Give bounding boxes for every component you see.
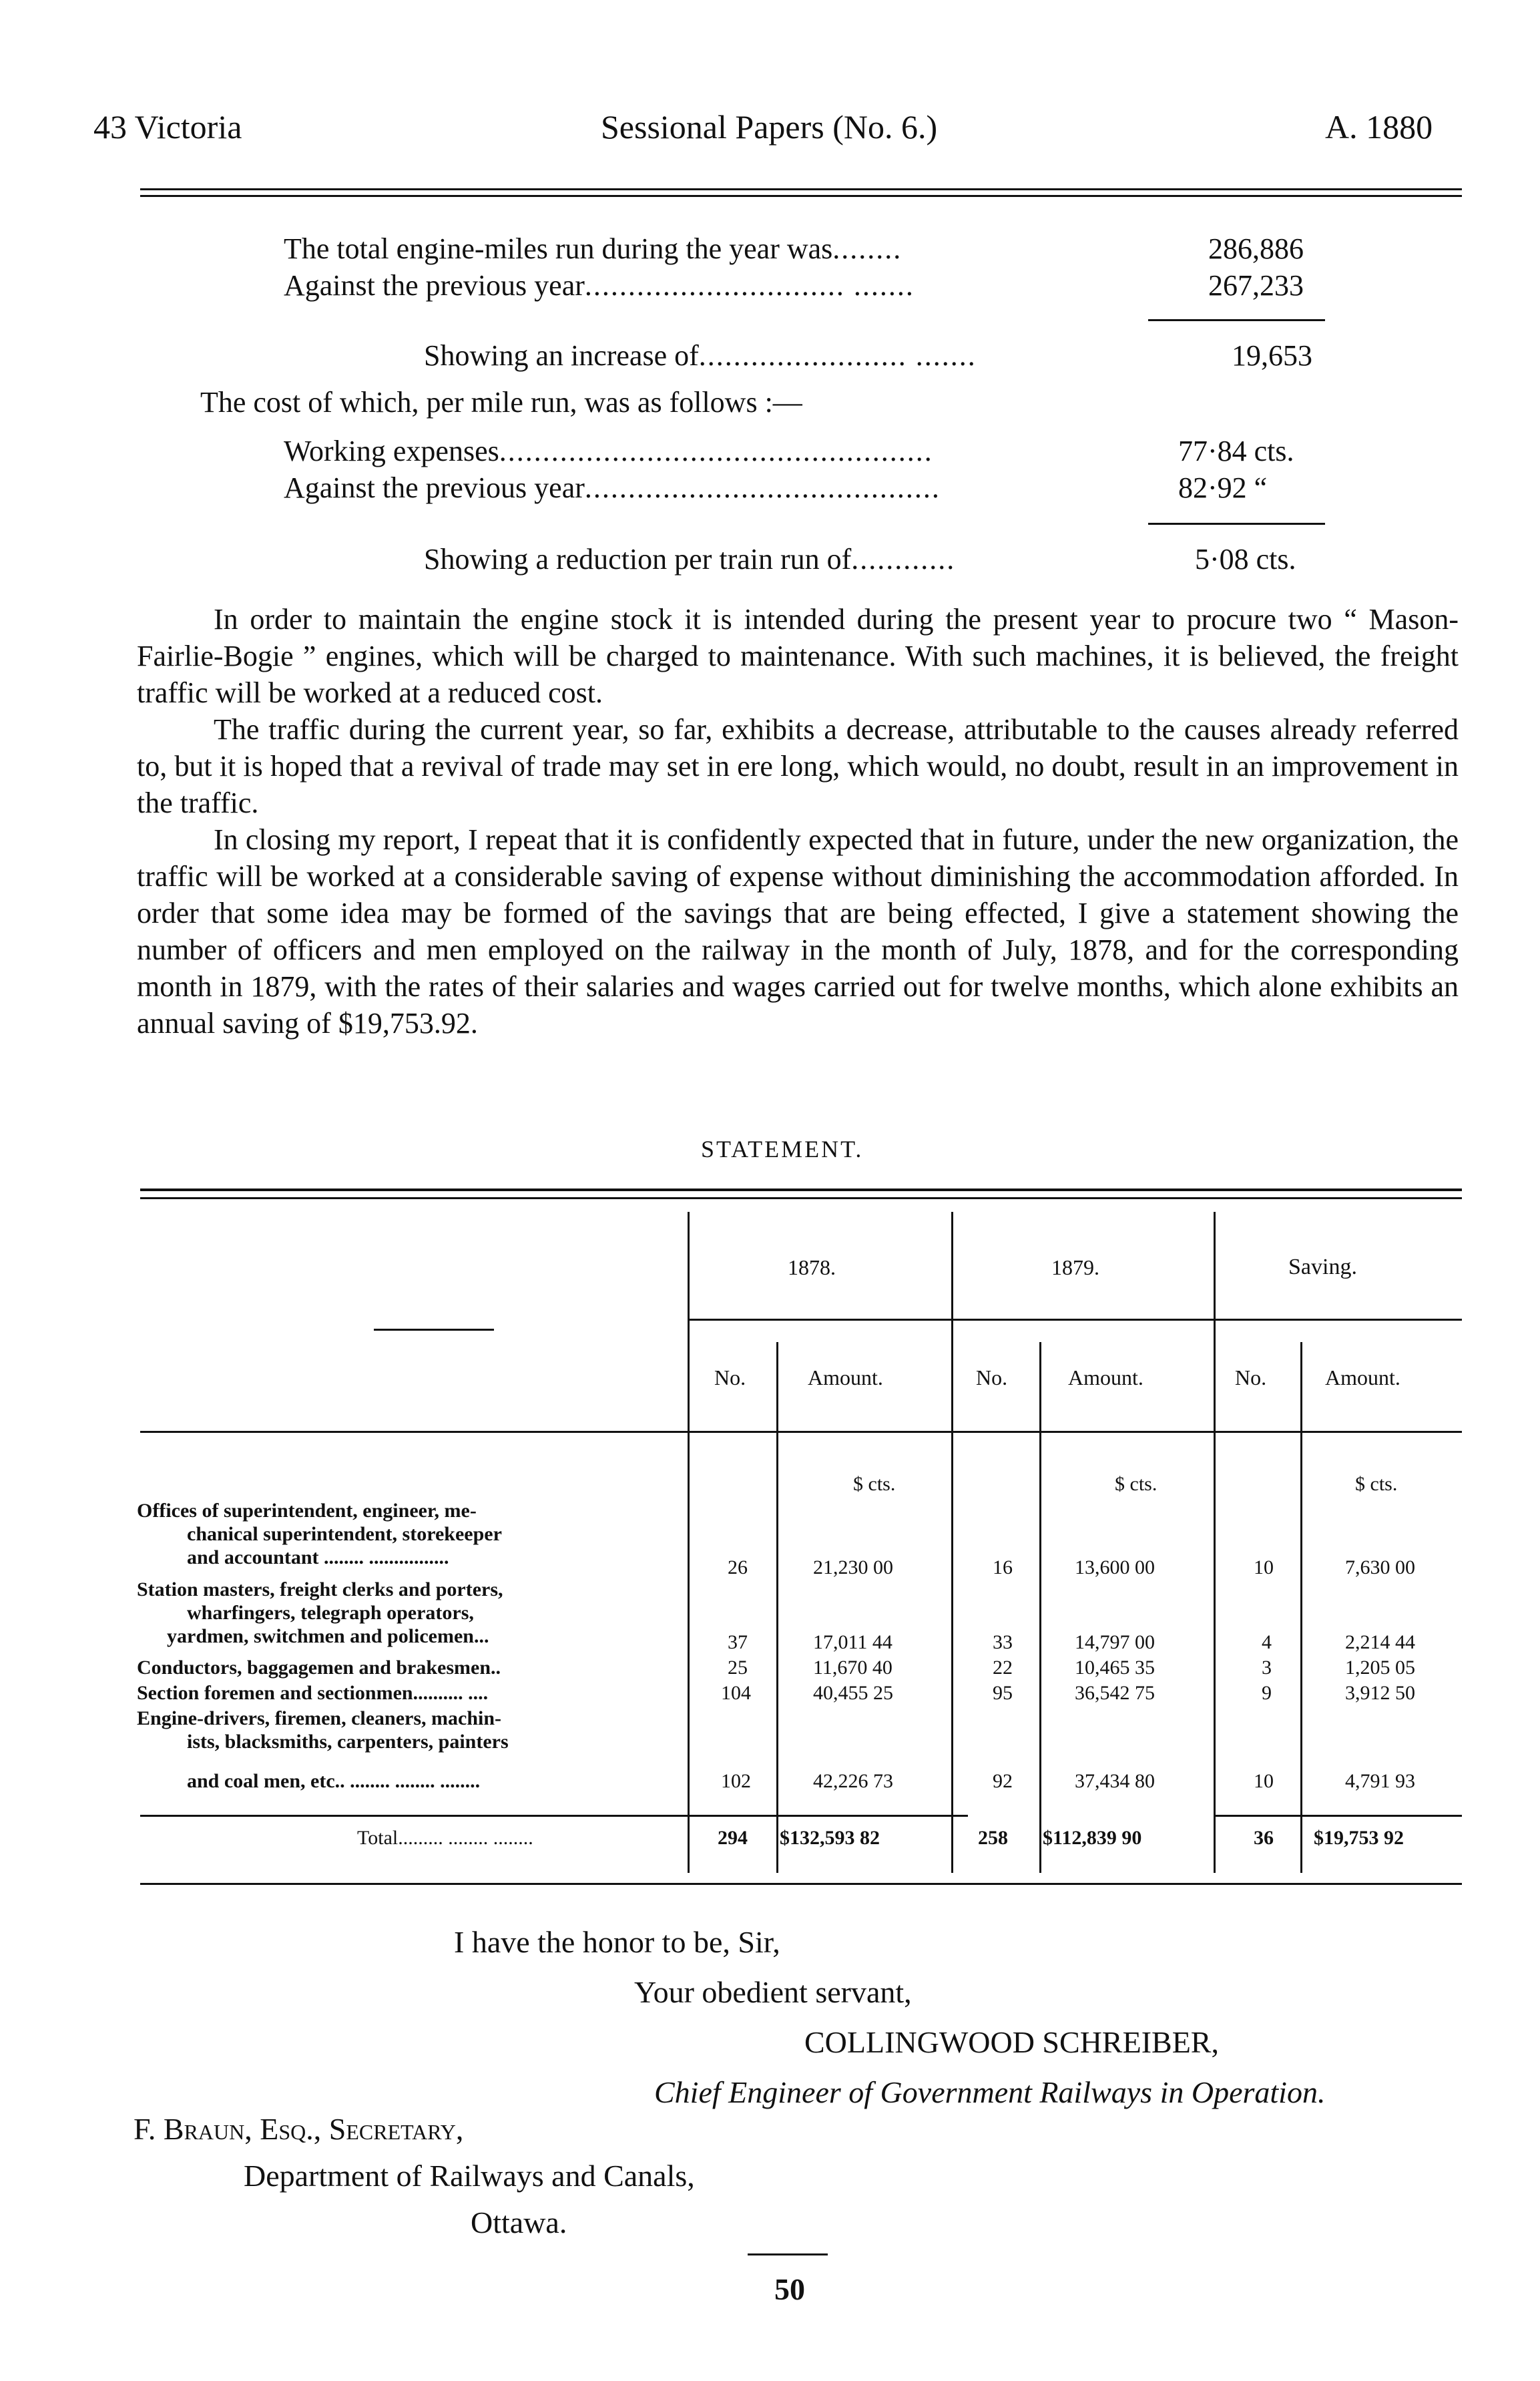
- total-no-1878: 294: [718, 1827, 748, 1849]
- row1-line3: and accountant ........ ................: [187, 1546, 449, 1568]
- paragraph-engine-stock: In order to maintain the engine stock it is intended during the present year to procure two “ Mason-Fairlie-Bogie ” engines, which will be charged to maintenance. With such machines, it is believed, the freight traffic will be worked at a reduced cost.: [137, 603, 1459, 709]
- subheader-no-1879: No.: [976, 1365, 1008, 1389]
- total-engine-miles-label: The total engine-miles run during the year was........: [284, 232, 903, 265]
- row2-line1: Station masters, freight clerks and porters,: [137, 1578, 503, 1600]
- reduction-value: 5·08 cts.: [1195, 543, 1296, 576]
- table-rule-bottom: [140, 1883, 1462, 1885]
- row3-amount-saving: 1,205 05: [1345, 1657, 1415, 1679]
- row2-line3: yardmen, switchmen and policemen...: [167, 1625, 489, 1647]
- row1-line2: chanical superintendent, storekeeper: [187, 1523, 502, 1545]
- addressee-city: Ottawa.: [471, 2205, 567, 2239]
- row4-amount-1879: 36,542 75: [1075, 1682, 1155, 1704]
- row3-no-1878: 25: [728, 1657, 748, 1679]
- row3-line1: Conductors, baggagemen and brakesmen..: [137, 1657, 501, 1679]
- currency-1879: $ cts.: [1115, 1473, 1158, 1495]
- header-rule-bottom: [140, 195, 1462, 197]
- header-left: 43 Victoria: [93, 108, 242, 146]
- header-right: A. 1880: [1325, 108, 1433, 146]
- row3-no-saving: 3: [1262, 1657, 1272, 1679]
- total-label: Total......... ........ ........: [357, 1827, 533, 1849]
- row2-no-1878: 37: [728, 1631, 748, 1653]
- row1-amount-1878: 21,230 00: [813, 1556, 893, 1578]
- row2-no-saving: 4: [1262, 1631, 1272, 1653]
- row4-amount-1878: 40,455 25: [813, 1682, 893, 1704]
- table-col-line-1: [688, 1212, 690, 1873]
- table-rule-total-2: [1215, 1815, 1462, 1817]
- total-amount-1879: $112,839 90: [1043, 1827, 1142, 1849]
- subheader-amount-1878: Amount.: [808, 1365, 883, 1389]
- table-col-line-3: [951, 1212, 953, 1873]
- header-rule-top: [140, 188, 1462, 190]
- row3-amount-1879: 10,465 35: [1075, 1657, 1155, 1679]
- row1-amount-1879: 13,600 00: [1075, 1556, 1155, 1578]
- table-stub-dash: [374, 1329, 494, 1331]
- signature-title: Chief Engineer of Government Railways in Operation.: [654, 2075, 1326, 2109]
- row5-line2: ists, blacksmiths, carpenters, painters: [187, 1731, 509, 1753]
- previous-cost-label: Against the previous year.........................................: [284, 471, 941, 504]
- row5-amount-saving: 4,791 93: [1345, 1770, 1415, 1792]
- increase-value: 19,653: [1232, 339, 1312, 372]
- row2-amount-saving: 2,214 44: [1345, 1631, 1415, 1653]
- table-rule-total-1: [140, 1815, 968, 1817]
- working-expenses-label: Working expenses..................................................: [284, 435, 933, 467]
- subheader-no-1878: No.: [714, 1365, 746, 1389]
- header-1879: 1879.: [1051, 1255, 1099, 1279]
- subheader-amount-1879: Amount.: [1068, 1365, 1143, 1389]
- currency-1878: $ cts.: [853, 1473, 896, 1495]
- table-col-line-5: [1214, 1212, 1216, 1873]
- row1-no-1878: 26: [728, 1556, 748, 1578]
- row5-no-1879: 92: [993, 1770, 1013, 1792]
- row4-line1: Section foremen and sectionmen.......... ....: [137, 1682, 489, 1704]
- previous-year-value: 267,233: [1208, 269, 1304, 302]
- table-rule-top-2: [140, 1197, 1462, 1199]
- closing-line-1: I have the honor to be, Sir,: [454, 1925, 780, 1959]
- header-center: Sessional Papers (No. 6.): [601, 108, 938, 146]
- total-amount-saving: $19,753 92: [1314, 1827, 1404, 1849]
- header-saving: Saving.: [1288, 1255, 1357, 1279]
- total-engine-miles-value: 286,886: [1208, 232, 1304, 265]
- row2-amount-1879: 14,797 00: [1075, 1631, 1155, 1653]
- row5-line3: and coal men, etc.. ........ ........ ........: [187, 1770, 481, 1792]
- row5-no-1878: 102: [721, 1770, 751, 1792]
- closing-line-2: Your obedient servant,: [634, 1975, 912, 2009]
- table-col-line-6: [1300, 1342, 1302, 1873]
- body-paragraphs: [137, 601, 1459, 1042]
- reduction-label: Showing a reduction per train run of............: [424, 543, 956, 576]
- statement-title: STATEMENT.: [701, 1136, 864, 1162]
- table-rule-top-1: [140, 1188, 1462, 1191]
- row4-no-saving: 9: [1262, 1682, 1272, 1704]
- row1-no-1879: 16: [993, 1556, 1013, 1578]
- paragraph-closing-report: In closing my report, I repeat that it is confidently expected that in future, under the new organization, the traffic will be worked at a considerable saving of expense without diminishing the accommodation afforded. In order that some idea may be formed of the savings that are being effected, I give a statement showing the number of officers and men employed on the railway in the month of July, 1878, and for the corresponding month in 1879, with the rates of their salaries and wages carried out for twelve months, which alone exhibits an annual saving of $19,753.92.: [137, 823, 1459, 1040]
- subheader-no-saving: No.: [1235, 1365, 1267, 1389]
- row1-line1: Offices of superintendent, engineer, me-: [137, 1500, 477, 1522]
- total-no-saving: 36: [1254, 1827, 1274, 1849]
- increase-label: Showing an increase of........................ .......: [424, 339, 977, 372]
- row1-amount-saving: 7,630 00: [1345, 1556, 1415, 1578]
- signature-name: COLLINGWOOD SCHREIBER,: [804, 2025, 1219, 2059]
- row5-no-saving: 10: [1254, 1770, 1274, 1792]
- addressee-department: Department of Railways and Canals,: [244, 2159, 695, 2193]
- row4-amount-saving: 3,912 50: [1345, 1682, 1415, 1704]
- row4-no-1878: 104: [721, 1682, 751, 1704]
- table-rule-group: [688, 1319, 1462, 1321]
- row4-no-1879: 95: [993, 1682, 1013, 1704]
- row1-no-saving: 10: [1254, 1556, 1274, 1578]
- total-no-1879: 258: [978, 1827, 1008, 1849]
- row5-line1: Engine-drivers, firemen, cleaners, machin-: [137, 1707, 502, 1729]
- subheader-amount-saving: Amount.: [1325, 1365, 1400, 1389]
- row2-amount-1878: 17,011 44: [813, 1631, 892, 1653]
- header-1878: 1878.: [788, 1255, 836, 1279]
- row2-line2: wharfingers, telegraph operators,: [187, 1602, 474, 1624]
- currency-saving: $ cts.: [1355, 1473, 1398, 1495]
- table-rule-header: [140, 1431, 1462, 1433]
- total-amount-1878: $132,593 82: [780, 1827, 880, 1849]
- row5-amount-1878: 42,226 73: [813, 1770, 893, 1792]
- table-col-line-4: [1039, 1342, 1041, 1873]
- previous-year-label: Against the previous year.............................. .......: [284, 269, 915, 302]
- addressee-name: F. Braun, Esq., Secretary,: [134, 2112, 464, 2146]
- paragraph-traffic: The traffic during the current year, so far, exhibits a decrease, attributable to the causes already referred to, but it is hoped that a revival of trade may set in ere long, which would, no doubt, result in an improvement in the traffic.: [137, 713, 1459, 819]
- working-expenses-value: 77·84 cts.: [1178, 435, 1294, 467]
- sum-rule-1: [1148, 319, 1325, 321]
- row5-amount-1879: 37,434 80: [1075, 1770, 1155, 1792]
- cost-intro: The cost of which, per mile run, was as follows :—: [200, 386, 802, 419]
- table-col-line-2: [776, 1342, 778, 1873]
- previous-cost-value: 82·92 “: [1178, 471, 1268, 504]
- row3-amount-1878: 11,670 40: [813, 1657, 892, 1679]
- row2-no-1879: 33: [993, 1631, 1013, 1653]
- sum-rule-2: [1148, 523, 1325, 525]
- page-number-rule: [748, 2253, 828, 2255]
- row3-no-1879: 22: [993, 1657, 1013, 1679]
- page-number: 50: [774, 2272, 805, 2306]
